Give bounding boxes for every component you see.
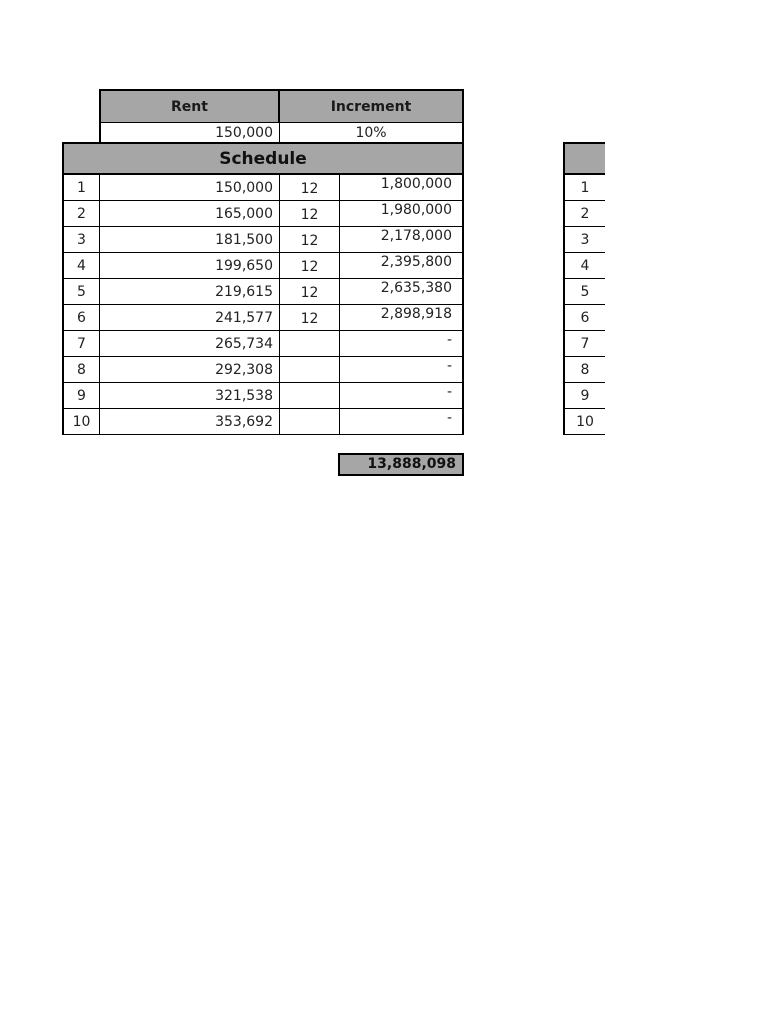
schedule-months-cell[interactable]: 12 — [279, 304, 340, 331]
schedule-year-cell[interactable]: 1 — [62, 174, 100, 201]
rent-header: Rent — [99, 89, 280, 124]
schedule-total-cell[interactable]: - — [339, 330, 464, 357]
clipped-year-cell[interactable]: 7 — [563, 330, 605, 357]
schedule-year-cell[interactable]: 8 — [62, 356, 100, 383]
schedule-months-cell[interactable] — [279, 356, 340, 383]
schedule-year-cell[interactable]: 10 — [62, 408, 100, 435]
schedule-year-cell[interactable]: 3 — [62, 226, 100, 253]
schedule-year-cell[interactable]: 4 — [62, 252, 100, 279]
schedule-total-cell[interactable]: 2,635,380 — [339, 278, 464, 305]
clipped-year-cell[interactable]: 2 — [563, 200, 605, 227]
clipped-year-cell[interactable]: 6 — [563, 304, 605, 331]
schedule-total-cell[interactable]: - — [339, 408, 464, 435]
schedule-months-cell[interactable]: 12 — [279, 278, 340, 305]
schedule-rent-cell[interactable]: 181,500 — [99, 226, 280, 253]
schedule-months-cell[interactable]: 12 — [279, 200, 340, 227]
schedule-title: Schedule — [62, 142, 464, 175]
schedule-year-cell[interactable]: 2 — [62, 200, 100, 227]
schedule-total-cell[interactable]: 1,800,000 — [339, 174, 464, 201]
clipped-year-cell[interactable]: 10 — [563, 408, 605, 435]
schedule-total-cell[interactable]: 2,898,918 — [339, 304, 464, 331]
clipped-year-cell[interactable]: 5 — [563, 278, 605, 305]
rent-value-cell[interactable]: 150,000 — [99, 122, 280, 144]
schedule-year-cell[interactable]: 7 — [62, 330, 100, 357]
clipped-year-cell[interactable]: 8 — [563, 356, 605, 383]
schedule-months-cell[interactable] — [279, 408, 340, 435]
schedule-total-cell[interactable]: 2,395,800 — [339, 252, 464, 279]
clipped-schedule-title — [563, 142, 605, 175]
schedule-year-cell[interactable]: 6 — [62, 304, 100, 331]
increment-header: Increment — [278, 89, 464, 124]
increment-value-cell[interactable]: 10% — [279, 122, 464, 144]
schedule-rent-cell[interactable]: 353,692 — [99, 408, 280, 435]
clipped-year-cell[interactable]: 1 — [563, 174, 605, 201]
clipped-year-cell[interactable]: 4 — [563, 252, 605, 279]
schedule-months-cell[interactable]: 12 — [279, 226, 340, 253]
schedule-year-cell[interactable]: 5 — [62, 278, 100, 305]
schedule-rent-cell[interactable]: 150,000 — [99, 174, 280, 201]
clipped-year-cell[interactable]: 9 — [563, 382, 605, 409]
schedule-rent-cell[interactable]: 292,308 — [99, 356, 280, 383]
schedule-rent-cell[interactable]: 265,734 — [99, 330, 280, 357]
schedule-months-cell[interactable] — [279, 382, 340, 409]
schedule-rent-cell[interactable]: 241,577 — [99, 304, 280, 331]
schedule-months-cell[interactable]: 12 — [279, 252, 340, 279]
schedule-total-cell[interactable]: 2,178,000 — [339, 226, 464, 253]
schedule-rent-cell[interactable]: 165,000 — [99, 200, 280, 227]
schedule-total-cell[interactable]: - — [339, 382, 464, 409]
schedule-rent-cell[interactable]: 219,615 — [99, 278, 280, 305]
grand-total-cell[interactable]: 13,888,098 — [338, 453, 464, 476]
schedule-months-cell[interactable]: 12 — [279, 174, 340, 201]
schedule-rent-cell[interactable]: 321,538 — [99, 382, 280, 409]
schedule-total-cell[interactable]: - — [339, 356, 464, 383]
clipped-year-cell[interactable]: 3 — [563, 226, 605, 253]
schedule-months-cell[interactable] — [279, 330, 340, 357]
schedule-rent-cell[interactable]: 199,650 — [99, 252, 280, 279]
schedule-total-cell[interactable]: 1,980,000 — [339, 200, 464, 227]
schedule-year-cell[interactable]: 9 — [62, 382, 100, 409]
